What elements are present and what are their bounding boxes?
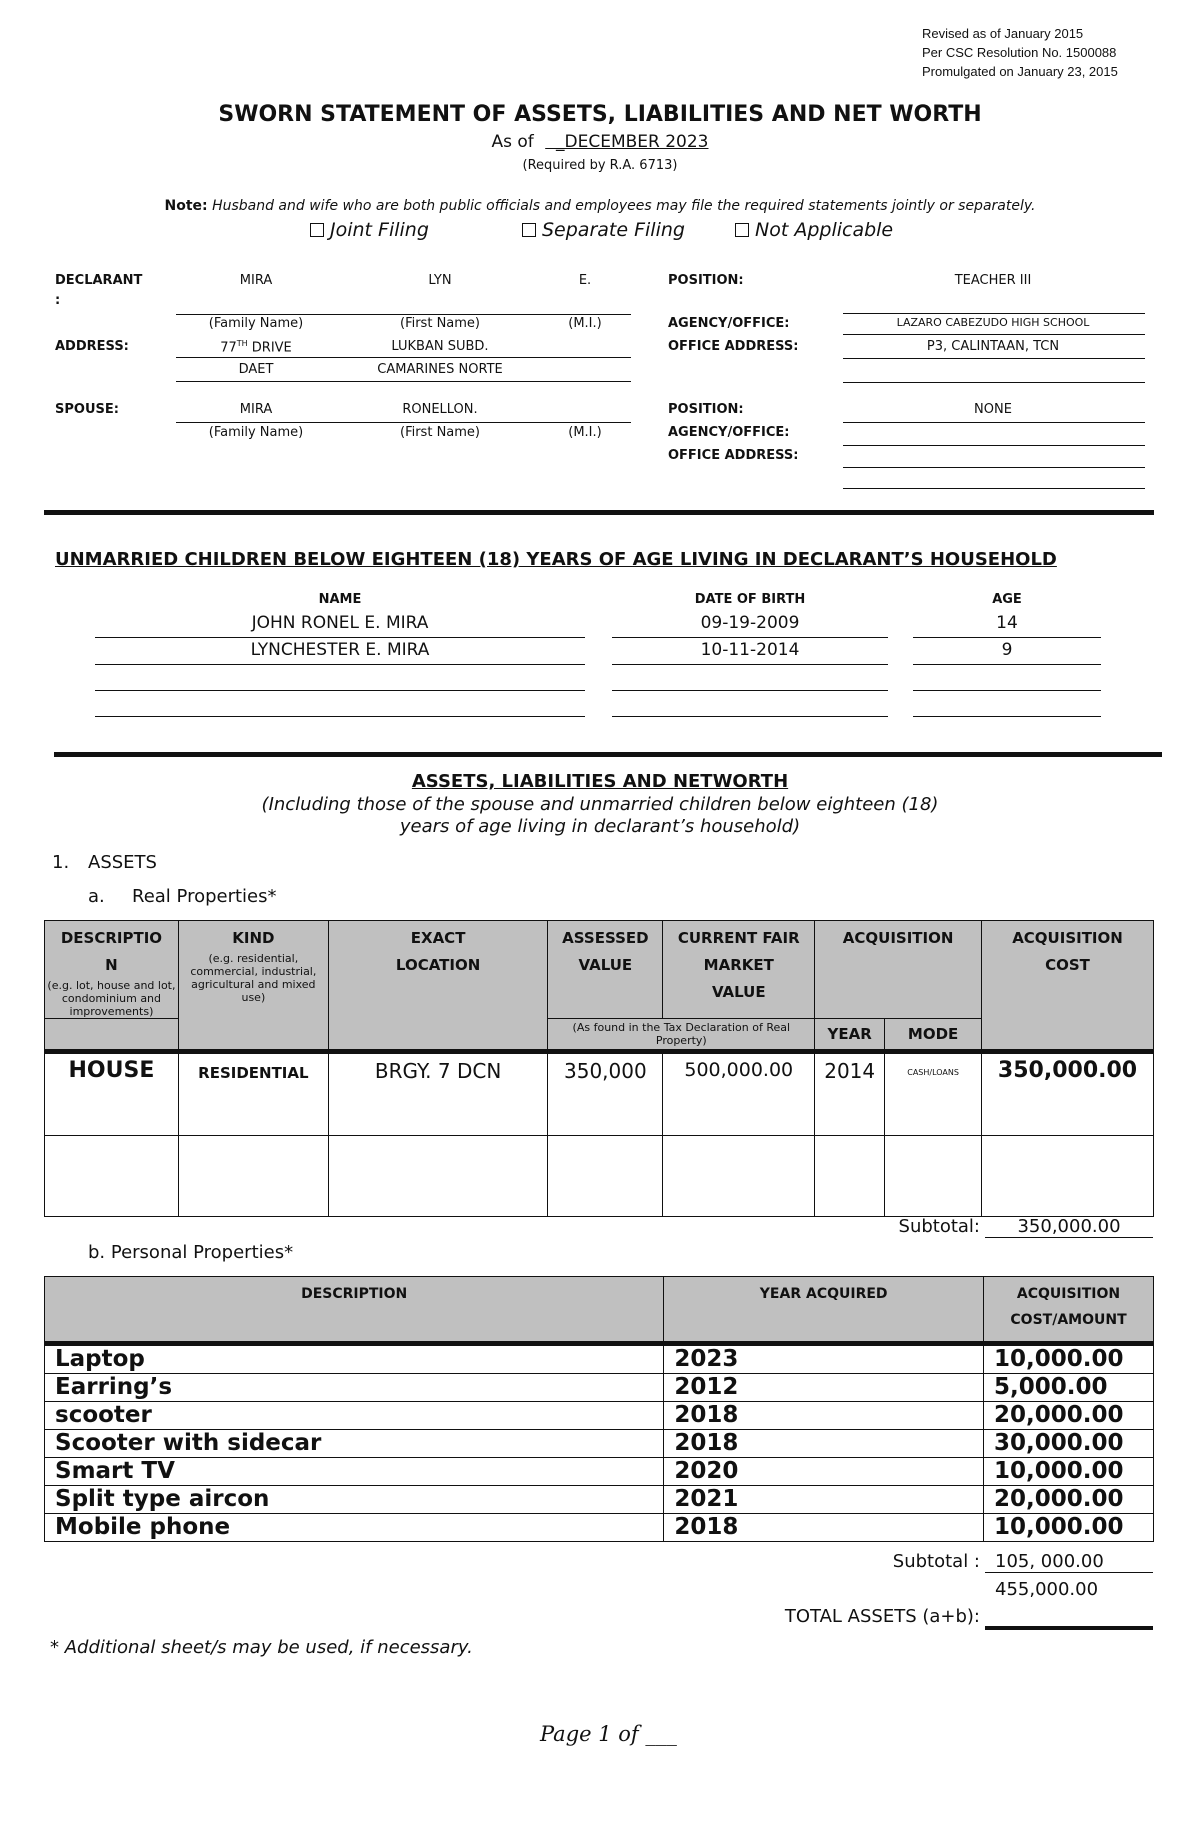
col-year [815,1019,885,1052]
personal-properties-table [44,1276,1154,1542]
as-of-label: As of [491,132,534,152]
child-row-line [612,664,888,665]
market-header-3: VALUE [711,983,766,1001]
declarant-position: TEACHER III [954,273,1032,288]
child-age: 9 [1001,640,1013,660]
property-assessed-value: 350,000 [548,1052,663,1136]
table-row [45,1458,1154,1486]
total-assets-value: 455,000.00 [995,1579,1099,1600]
child-row-line [95,716,585,717]
personal-subtotal-value: 105, 000.00 [985,1551,1153,1573]
separate-filing-option[interactable] [522,219,685,241]
note-label: Note: [164,198,208,214]
declarant-middle-initial: E. [578,273,592,288]
children-col-dob: DATE OF BIRTH [694,592,806,607]
agency-label: AGENCY/OFFICE: [668,316,790,331]
acquisition-header: ACQUISITION [842,929,954,947]
children-col-age: AGE [992,592,1022,607]
kind-note: (e.g. residential, commercial, industrial, agricultural and mixed use) [190,952,317,1004]
property-market-value: 500,000.00 [663,1052,815,1136]
cost-header: ACQUISITION [1012,929,1123,947]
kind-header: KIND [232,929,275,947]
col-personal-year: YEAR ACQUIRED [664,1277,984,1344]
market-header-2: MARKET [703,956,774,974]
total-assets-label: TOTAL ASSETS (a+b): [784,1606,980,1627]
spouse-mi-caption: (M.I.) [568,425,602,440]
children-heading: UNMARRIED CHILDREN BELOW EIGHTEEN (18) YEARS OF AGE LIVING IN DECLARANT’S HOUSEHOLD [55,549,1057,570]
empty-cell [45,1136,179,1217]
declarant-office-address: P3, CALINTAAN, TCN [926,339,1060,354]
checkbox-icon[interactable] [310,223,324,237]
spouse-family-caption: (Family Name) [208,425,304,440]
child-row-line [913,637,1101,638]
empty-cell [663,1136,815,1217]
revision-line: Per CSC Resolution No. 1500088 [922,45,1117,60]
item-description: Mobile phone [45,1514,664,1542]
revision-line: Revised as of January 2015 [922,26,1084,41]
real-subtotal-label: Subtotal: [898,1216,980,1237]
note-text: Husband and wife who are both public officials and employees may file the required statements jointly or separately. [212,198,1036,214]
address-line-1 [176,357,631,358]
property-year: 2014 [815,1052,885,1136]
office-address-label: OFFICE ADDRESS: [668,339,799,354]
location-header: EXACT [410,929,466,947]
declarant-label-colon: : [55,293,61,308]
table-row [45,1486,1154,1514]
property-location: BRGY. 7 DCN [328,1052,548,1136]
table-row [45,1136,1154,1217]
assessed-header: ASSESSED [562,929,649,947]
item-year: 2012 [664,1374,984,1402]
address-line-2 [176,381,631,382]
spouse-first-caption: (First Name) [400,425,480,440]
spouse-agency-label: AGENCY/OFFICE: [668,425,790,440]
empty-cell [328,1136,548,1217]
col-market [663,921,815,1019]
col-description-cont [45,1019,179,1052]
section-divider [54,752,1162,757]
description-header: DESCRIPTIO [60,929,163,947]
market-header: CURRENT FAIR [677,929,800,947]
section-divider [44,510,1154,515]
real-properties-letter: a. [88,886,105,907]
tax-declaration-note [548,1019,815,1052]
spouse-office-line [843,467,1145,468]
spouse-office-address-label: OFFICE ADDRESS: [668,448,799,463]
child-row-line [95,637,585,638]
required-by: (Required by R.A. 6713) [522,158,678,173]
real-subtotal-value: 350,000.00 [985,1216,1153,1238]
item-description: Laptop [45,1344,664,1374]
address-province: CAMARINES NORTE [377,362,503,377]
real-properties-table [44,920,1154,1217]
location-header-2: LOCATION [395,956,481,974]
declarant-family-name: MIRA [239,273,273,288]
child-name: JOHN RONEL E. MIRA [251,613,429,633]
empty-cell [815,1136,885,1217]
description-header-wrap: N [105,956,118,974]
page-number: Page 1 of ___ [540,1722,677,1746]
agency-line [843,334,1145,335]
filing-note [0,198,1200,214]
joint-filing-option[interactable] [310,219,429,241]
child-row-line [913,716,1101,717]
children-col-name: NAME [318,592,362,607]
assets-section-number: 1. [52,852,70,873]
item-cost: 10,000.00 [984,1458,1154,1486]
item-description: scooter [45,1402,664,1430]
item-year: 2018 [664,1430,984,1458]
address-street: 77TH DRIVE [220,339,292,356]
item-year: 2020 [664,1458,984,1486]
empty-cell [982,1136,1154,1217]
empty-cell [548,1136,663,1217]
first-name-caption: (First Name) [400,316,480,331]
spouse-agency-line [843,445,1145,446]
document-title: SWORN STATEMENT OF ASSETS, LIABILITIES AND NET WORTH [218,102,982,127]
revision-note [922,24,1118,81]
item-year: 2023 [664,1344,984,1374]
position-label: POSITION: [668,273,744,288]
spouse-position-label: POSITION: [668,402,744,417]
col-assessed [548,921,663,1019]
assets-section-label: ASSETS [88,852,157,873]
col-description [45,921,179,1019]
option-label: Joint Filing [330,219,429,241]
child-dob: 10-11-2014 [700,640,800,660]
cost-header-2: COST [1045,956,1090,974]
address-subdivision: LUKBAN SUBD. [391,339,489,354]
col-cost [982,921,1154,1052]
item-cost: 20,000.00 [984,1486,1154,1514]
assets-heading: ASSETS, LIABILITIES AND NETWORTH [411,771,789,792]
table-row [45,1374,1154,1402]
as-of-value: _DECEMBER 2023 [556,132,709,152]
property-cost: 350,000.00 [982,1052,1154,1136]
col-acquisition [815,921,982,1019]
personal-properties-label: b. Personal Properties* [88,1242,294,1263]
child-row-line [95,690,585,691]
child-row-line [612,716,888,717]
table-row [45,1430,1154,1458]
empty-cell [178,1136,328,1217]
address-city: DAET [238,362,274,377]
item-cost: 5,000.00 [984,1374,1154,1402]
item-year: 2021 [664,1486,984,1514]
mi-caption: (M.I.) [568,316,602,331]
option-label: Separate Filing [542,219,685,241]
table-row [45,1402,1154,1430]
spouse-first-name: RONELLON. [402,402,478,417]
child-row-line [612,690,888,691]
declarant-label: DECLARANT [55,273,143,288]
declarant-first-name: LYN [428,273,452,288]
assets-subheading-1: (Including those of the spouse and unmarried children below eighteen (18) [261,794,939,815]
child-name: LYNCHESTER E. MIRA [250,640,430,660]
personal-cost-header-2: COST/AMOUNT [1010,1312,1127,1328]
personal-subtotal-label: Subtotal : [892,1551,980,1572]
table-row [45,1514,1154,1542]
item-cost: 10,000.00 [984,1344,1154,1374]
item-year: 2018 [664,1402,984,1430]
spouse-office-line-2 [843,488,1145,489]
agency-top-line [843,313,1145,314]
col-personal-description: DESCRIPTION [45,1277,664,1344]
personal-cost-header: ACQUISITION [1016,1286,1121,1302]
description-note: (e.g. lot, house and lot, condominium and improvements) [47,979,176,1018]
item-cost: 30,000.00 [984,1430,1154,1458]
spouse-name-line [176,422,631,423]
spouse-family-name: MIRA [239,402,273,417]
real-properties-label: Real Properties* [132,886,277,907]
mode-header: MODE [907,1024,959,1043]
item-cost: 10,000.00 [984,1514,1154,1542]
office-address-line-2 [843,382,1145,383]
item-description: Earring’s [45,1374,664,1402]
child-row-line [913,690,1101,691]
table-row [45,1344,1154,1374]
item-year: 2018 [664,1514,984,1542]
child-row-line [612,637,888,638]
item-cost: 20,000.00 [984,1402,1154,1430]
spouse-position: NONE [974,402,1012,417]
revision-line: Promulgated on January 23, 2015 [922,64,1118,79]
spouse-position-line [843,422,1145,423]
spouse-label: SPOUSE: [55,402,119,417]
table-row [45,1052,1154,1136]
office-address-line [843,358,1145,359]
footnote: * Additional sheet/s may be used, if necessary. [50,1637,473,1658]
total-assets-line [985,1626,1153,1630]
col-mode [885,1019,982,1052]
item-description: Split type aircon [45,1486,664,1514]
property-description: HOUSE [45,1052,179,1136]
col-personal-cost [984,1277,1154,1344]
not-applicable-option[interactable] [735,219,893,241]
declarant-name-line [176,314,631,315]
child-age: 14 [996,613,1018,633]
property-mode: CASH/LOANS [885,1052,982,1136]
child-dob: 09-19-2009 [700,613,800,633]
option-label: Not Applicable [755,219,894,241]
item-description: Smart TV [45,1458,664,1486]
declarant-agency: LAZARO CABEZUDO HIGH SCHOOL [896,316,1090,329]
child-row-line [913,664,1101,665]
col-location [328,921,548,1052]
checkbox-icon[interactable] [522,223,536,237]
assets-subheading-2: years of age living in declarant’s household) [399,816,801,837]
item-description: Scooter with sidecar [45,1430,664,1458]
property-kind: RESIDENTIAL [178,1052,328,1136]
year-header: YEAR [827,1024,872,1043]
tax-note-text: (As found in the Tax Declaration of Real Property) [572,1021,791,1047]
assessed-header-2: VALUE [578,956,633,974]
empty-cell [885,1136,982,1217]
as-of-line [0,132,1200,152]
col-kind [178,921,328,1052]
child-row-line [95,664,585,665]
address-label: ADDRESS: [55,339,129,354]
family-name-caption: (Family Name) [208,316,304,331]
checkbox-icon[interactable] [735,223,749,237]
